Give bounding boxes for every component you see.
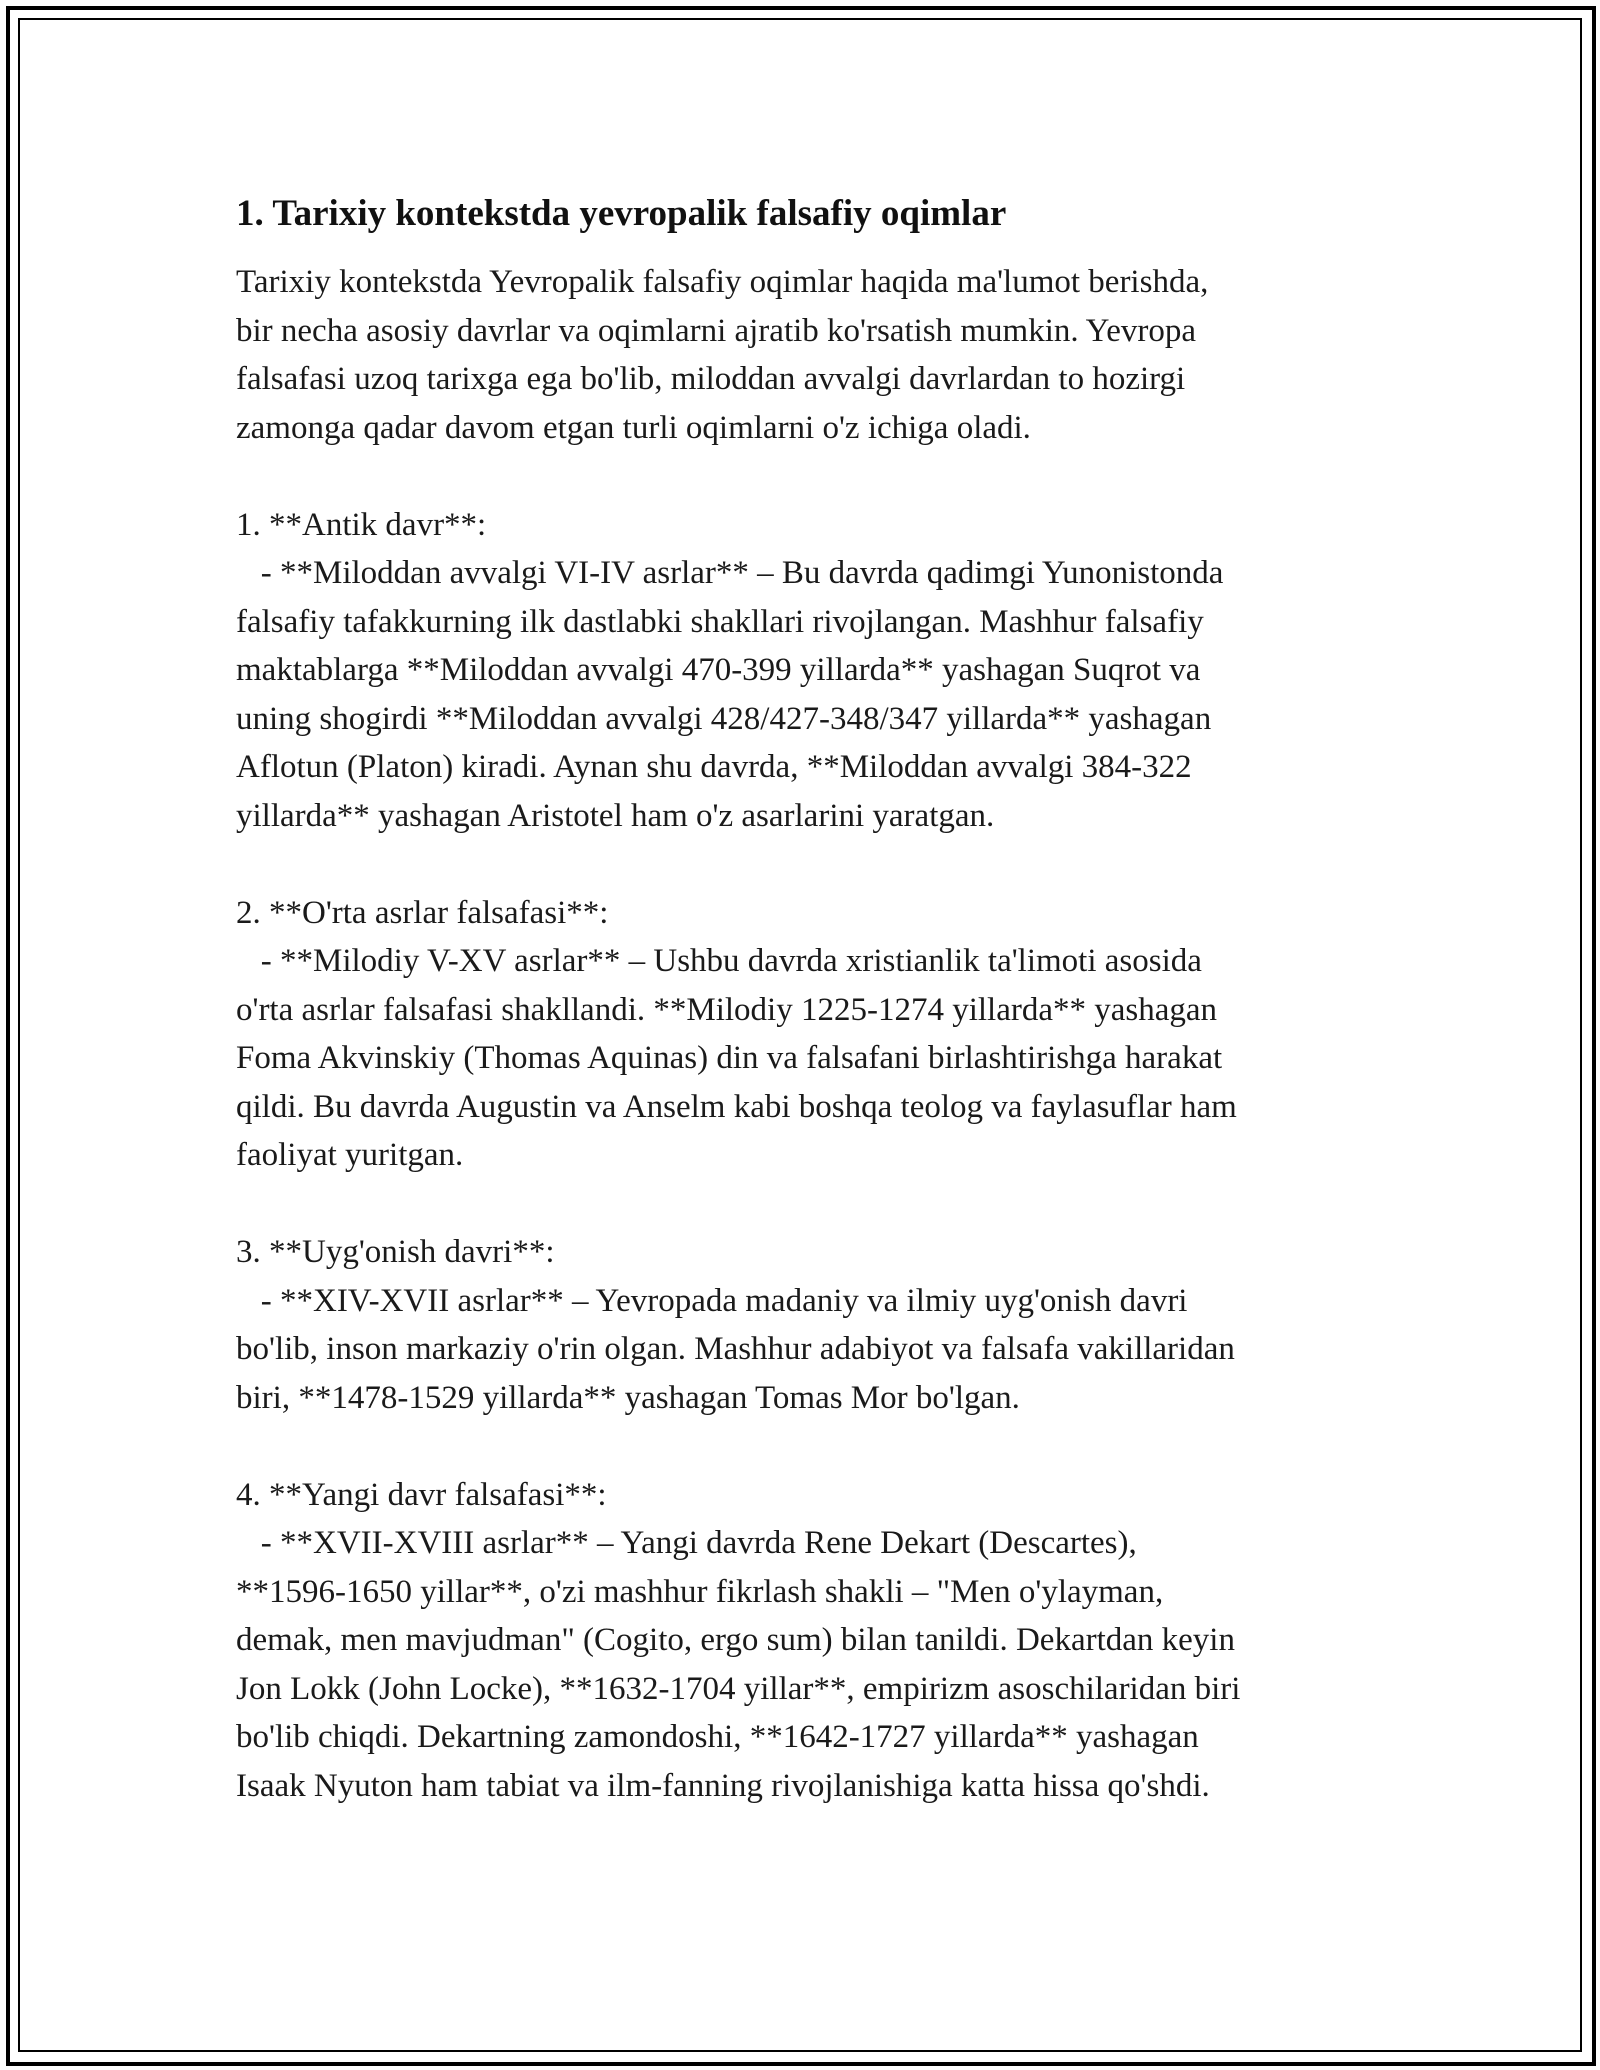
section-line: bo'lib chiqdi. Dekartning zamondoshi, **1642-1727 yillarda** yashagan — [236, 1719, 1199, 1755]
section-line: bo'lib, inson markaziy o'rin olgan. Mashhur adabiyot va falsafa vakillaridan — [236, 1331, 1235, 1367]
section-line: yillarda** yashagan Aristotel ham o'z asarlarini yaratgan. — [236, 797, 995, 834]
section-line: - **XIV-XVII asrlar** – Yevropada madaniy va ilmiy uyg'onish davri — [236, 1282, 1188, 1319]
section-line: uning shogirdi **Miloddan avvalgi 428/427-348/347 yillarda** yashagan — [236, 700, 1212, 737]
section-line: **1596-1650 yillar**, o'zi mashhur fikrlash shakli – "Men o'ylayman, — [236, 1573, 1164, 1610]
paragraph-gap — [236, 840, 1366, 889]
document-heading: 1. Tarixiy kontekstda yevropalik falsafiy oqimlar — [236, 193, 1007, 234]
paragraph-gap — [236, 1422, 1366, 1471]
section-orta-asrlar — [236, 889, 1366, 1180]
section-title: 2. **O'rta asrlar falsafasi**: — [236, 894, 609, 931]
section-title: 4. **Yangi davr falsafasi**: — [236, 1476, 607, 1513]
intro-line: bir necha asosiy davrlar va oqimlarni ajratib ko'rsatish mumkin. Yevropa — [236, 312, 1196, 349]
section-line: biri, **1478-1529 yillarda** yashagan Tomas Mor bo'lgan. — [236, 1379, 1020, 1416]
section-line: Foma Akvinskiy (Thomas Aquinas) din va falsafani birlashtirishga harakat — [236, 1040, 1223, 1076]
section-title: 3. **Uyg'onish davri**: — [236, 1234, 555, 1270]
paragraph-gap — [236, 452, 1366, 501]
section-line: faoliyat yuritgan. — [236, 1137, 464, 1173]
section-line: - **Miloddan avvalgi VI-IV asrlar** – Bu davrda qadimgi Yunonistonda — [236, 555, 1224, 591]
section-line: demak, men mavjudman" (Cogito, ergo sum) bilan tanildi. Dekartdan keyin — [236, 1622, 1235, 1658]
section-antik-davr — [236, 501, 1366, 841]
section-line: falsafiy tafakkurning ilk dastlabki shakllari rivojlangan. Mashhur falsafiy — [236, 603, 1204, 640]
section-line: Aflotun (Platon) kiradi. Aynan shu davrda, **Miloddan avvalgi 384-322 — [236, 749, 1192, 785]
section-line: Isaak Nyuton ham tabiat va ilm-fanning rivojlanishiga katta hissa qo'shdi. — [236, 1767, 1210, 1804]
section-line: - **XVII-XVIII asrlar** – Yangi davrda Rene Dekart (Descartes), — [236, 1525, 1137, 1561]
section-title: 1. **Antik davr**: — [236, 506, 487, 543]
paragraph-gap — [236, 1180, 1366, 1229]
section-line: Jon Lokk (John Locke), **1632-1704 yillar**, empirizm asoschilaridan biri — [236, 1670, 1241, 1707]
section-line: o'rta asrlar falsafasi shakllandi. **Milodiy 1225-1274 yillarda** yashagan — [236, 991, 1218, 1028]
document-body — [236, 188, 1366, 1810]
intro-line: falsafasi uzoq tarixga ega bo'lib, miloddan avvalgi davrlardan to hozirgi — [236, 361, 1186, 397]
intro-line: zamonga qadar davom etgan turli oqimlarni o'z ichiga oladi. — [236, 409, 1031, 446]
intro-paragraph — [236, 258, 1366, 452]
section-line: maktablarga **Miloddan avvalgi 470-399 yillarda** yashagan Suqrot va — [236, 652, 1201, 688]
section-yangi-davr — [236, 1471, 1366, 1811]
section-uygonish-davri — [236, 1228, 1366, 1422]
intro-line: Tarixiy kontekstda Yevropalik falsafiy oqimlar haqida ma'lumot berishda, — [236, 264, 1209, 300]
section-line: qildi. Bu davrda Augustin va Anselm kabi boshqa teolog va faylasuflar ham — [236, 1088, 1237, 1125]
section-line: - **Milodiy V-XV asrlar** – Ushbu davrda xristianlik ta'limoti asosida — [236, 943, 1202, 979]
